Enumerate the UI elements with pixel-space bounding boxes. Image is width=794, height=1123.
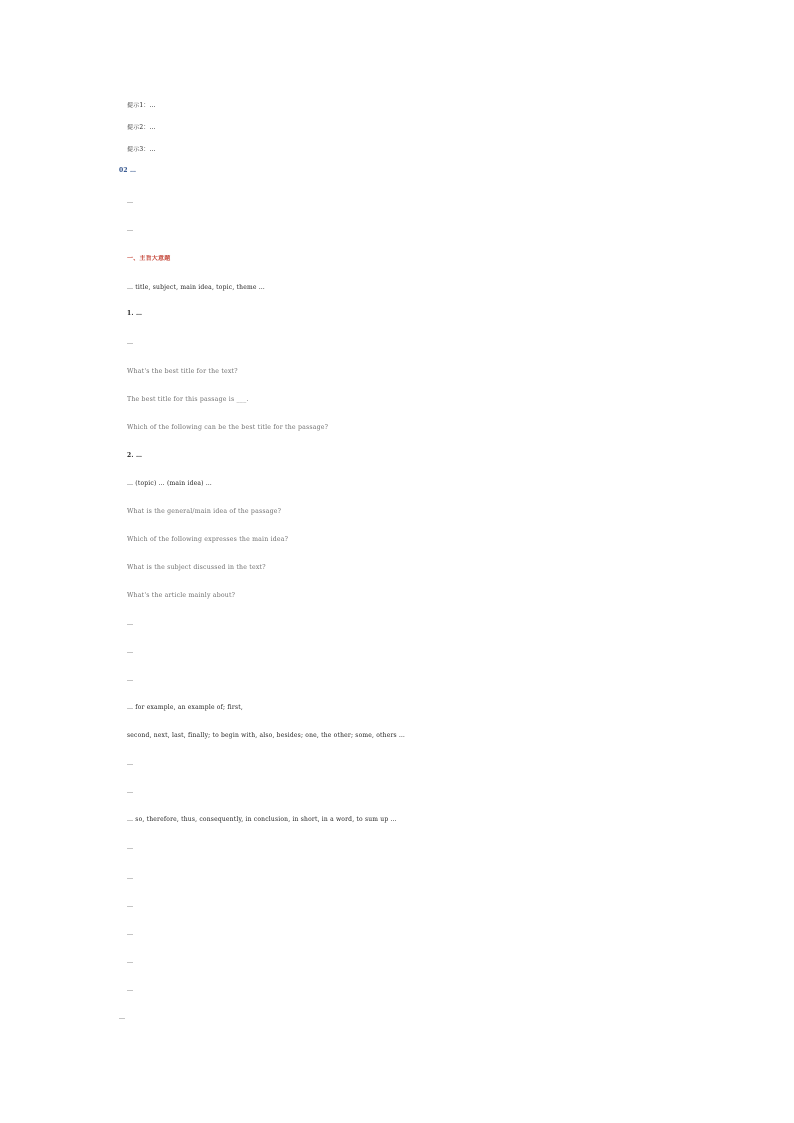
tip-1: 提示1：… <box>127 102 156 109</box>
intro-line-2: … <box>127 226 134 233</box>
sub1-title: 1. … <box>127 310 143 317</box>
body-line: … so, therefore, thus, consequently, in conclusion, in short, in a word, to sum up … <box>127 816 397 823</box>
section-heading: 02 … <box>119 167 137 174</box>
example-question: What is the general/main idea of the passage? <box>127 508 282 515</box>
example-question: Which of the following expresses the main idea? <box>127 536 289 543</box>
sub2-desc: … (topic) … (main idea) … <box>127 480 212 487</box>
body-line: … <box>127 874 134 881</box>
body-line: … <box>127 902 134 909</box>
body-line: second, next, last, finally; to begin with, also, besides; one, the other; some, others … <box>127 732 406 739</box>
sub1-desc: … <box>127 339 134 346</box>
example-question: The best title for this passage is ___. <box>127 396 249 403</box>
example-question: What's the best title for the text? <box>127 368 238 375</box>
example-question: Which of the following can be the best title for the passage? <box>127 424 329 431</box>
intro-line-1: … <box>127 198 134 205</box>
example-question: What is the subject discussed in the text? <box>127 564 266 571</box>
body-line: … <box>127 930 134 937</box>
keyword-line: … title, subject, main idea, topic, theme … <box>127 284 265 291</box>
body-line: … <box>127 986 134 993</box>
body-line: … for example, an example of; first, <box>127 704 243 711</box>
body-line: … <box>127 844 134 851</box>
body-line: … <box>127 788 134 795</box>
tip-3: 提示3：… <box>127 146 156 153</box>
body-line: … <box>127 620 134 627</box>
body-line: … <box>127 676 134 683</box>
body-line: … <box>127 648 134 655</box>
tip-2: 提示2：… <box>127 124 156 131</box>
example-question: What's the article mainly about? <box>127 592 236 599</box>
part-one-title: 一、主旨大意题 <box>127 255 171 262</box>
body-line: … <box>127 958 134 965</box>
sub2-title: 2. … <box>127 452 143 459</box>
closing-line: … <box>119 1014 126 1021</box>
body-line: … <box>127 760 134 767</box>
